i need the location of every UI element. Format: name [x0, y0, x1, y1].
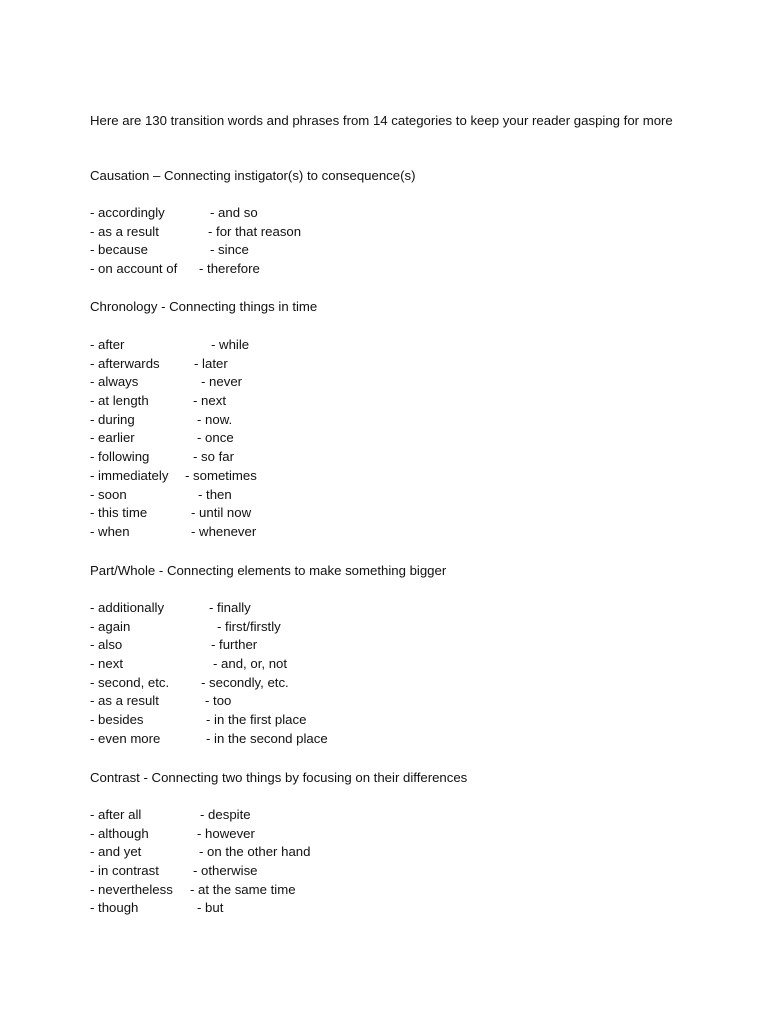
list-item-right: - whenever [191, 523, 257, 539]
list-item-right: - first/firstly [217, 618, 281, 634]
list-item-left: - when [90, 523, 130, 539]
list-item-left: - additionally [90, 600, 165, 615]
list-item-left: - although [90, 825, 149, 841]
list-item-right: - next [193, 393, 226, 409]
section-heading-chronology: Chronology - Connecting things in time [90, 299, 318, 314]
list-item-left: - in contrast [90, 863, 159, 879]
list-item-left: - nevertheless [90, 881, 173, 897]
list-item-right: - sometimes [185, 467, 257, 483]
list-item-left: - on account of [90, 261, 178, 277]
list-item-left: - because [90, 242, 148, 258]
list-item-right: - so far [193, 449, 235, 465]
list-item-left: - even more [90, 730, 161, 746]
list-item-right: - however [197, 825, 255, 841]
list-item-right: - never [201, 374, 243, 390]
list-item-right: - finally [209, 600, 251, 615]
list-item-right: - on the other hand [199, 844, 311, 860]
list-item-left: - after [90, 337, 125, 352]
section-heading-contrast: Contrast - Connecting two things by focusing on their differences [90, 770, 468, 785]
section-heading-part-whole: Part/Whole - Connecting elements to make something bigger [90, 563, 447, 578]
list-item-right: - later [194, 355, 228, 371]
list-item-right: - for that reason [208, 223, 302, 239]
section-heading-causation: Causation – Connecting instigator(s) to consequence(s) [90, 168, 416, 183]
list-item-right: - and so [210, 205, 258, 220]
list-item-right: - further [211, 637, 258, 653]
list-item-right: - then [198, 486, 232, 502]
list-item-left: - besides [90, 712, 144, 728]
list-item-left: - and yet [90, 844, 142, 860]
list-item-right: - too [205, 693, 232, 709]
list-item-left: - afterwards [90, 355, 160, 371]
list-item-right: - once [197, 430, 234, 446]
list-item-left: - earlier [90, 430, 135, 446]
list-item-left: - this time [90, 505, 148, 521]
list-item-left: - accordingly [90, 205, 165, 220]
list-item-right: - now. [197, 411, 233, 427]
list-item-left: - at length [90, 393, 149, 409]
list-item-left: - next [90, 656, 123, 672]
list-item-left: - also [90, 637, 123, 653]
list-item-right: - since [210, 242, 249, 258]
list-item-right: - in the second place [206, 730, 328, 746]
list-item-left: - immediately [90, 467, 169, 483]
list-item-left: - always [90, 374, 139, 390]
list-item-left: - as a result [90, 223, 159, 239]
list-item-left: - second, etc. [90, 674, 170, 690]
list-item-right: - therefore [199, 261, 260, 277]
list-item-left: - again [90, 618, 131, 634]
list-item-left: - following [90, 449, 150, 465]
list-item-right: - and, or, not [213, 656, 288, 672]
list-item-left: - as a result [90, 693, 159, 709]
list-item-right: - despite [200, 807, 251, 822]
list-item-right: - until now [191, 505, 252, 521]
list-item-left: - after all [90, 807, 142, 822]
list-item-right: - in the first place [206, 712, 307, 728]
list-item-right: - while [211, 337, 250, 352]
list-item-left: - soon [90, 486, 127, 502]
intro-paragraph: Here are 130 transition words and phrases from 14 categories to keep your reader gasping for more [90, 113, 673, 128]
list-item-left: - though [90, 900, 139, 916]
list-item-left: - during [90, 411, 135, 427]
list-item-right: - secondly, etc. [201, 674, 289, 690]
list-item-right: - but [197, 900, 224, 916]
list-item-right: - otherwise [193, 863, 258, 879]
list-item-right: - at the same time [190, 881, 296, 897]
